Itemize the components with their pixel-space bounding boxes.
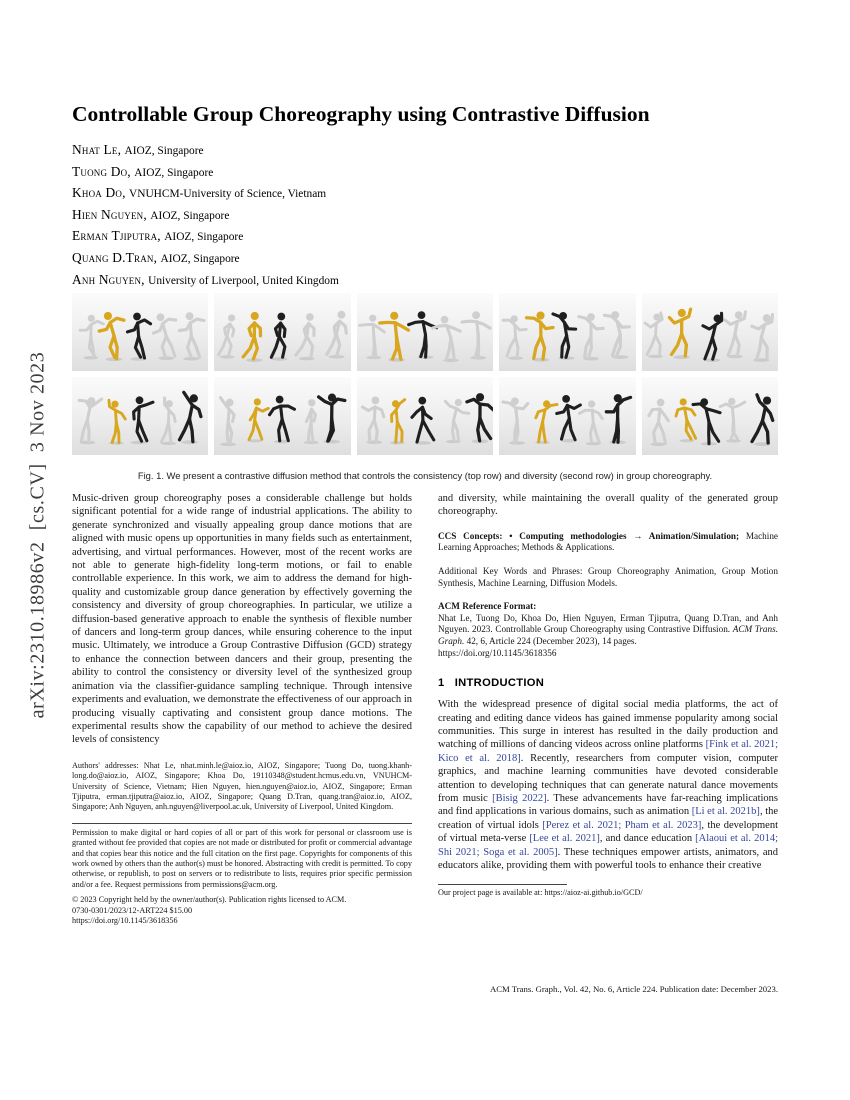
issn-fee-line: 0730-0301/2023/12-ART224 $15.00 xyxy=(72,905,193,915)
figure-panel xyxy=(357,293,493,371)
author-name: Quang D.Tran, xyxy=(72,249,158,265)
section-heading-introduction xyxy=(438,677,778,689)
figure-panel xyxy=(499,377,635,455)
dancers-svg xyxy=(357,377,493,455)
copyright-line: © 2023 Copyright held by the owner/author(s). Publication rights licensed to ACM. xyxy=(72,895,347,905)
figure-1 xyxy=(72,293,778,455)
section-title: INTRODUCTION xyxy=(454,677,545,690)
author-affiliation: University of Liverpool, United Kingdom xyxy=(148,274,339,287)
dancers-svg xyxy=(642,377,778,455)
figure-panel xyxy=(72,377,208,455)
dancers-svg xyxy=(214,377,350,455)
author-affiliation: AIOZ, Singapore xyxy=(124,145,204,157)
ccs-concepts xyxy=(438,531,778,554)
author-affiliation: AIOZ, Singapore xyxy=(150,209,230,222)
author-name: Khoa Do, xyxy=(72,185,126,201)
figure-panel xyxy=(72,293,208,371)
ccs-concept-rest: Machine Learning Approaches; Methods & Applications. xyxy=(438,530,779,553)
citation-doi-link[interactable]: https://doi.org/10.1145/3618356 xyxy=(438,647,557,658)
author-row xyxy=(72,205,778,227)
citation-pre: Nhat Le, Tuong Do, Khoa Do, Hien Nguyen, Erman Tjiputra, Quang D.Tran, and Anh Nguyen. 2023. Controllable Group Choreography using Contrastive Diffusion. xyxy=(438,612,778,635)
author-row xyxy=(72,270,778,292)
acm-reference-label: ACM Reference Format: xyxy=(438,601,537,612)
abstract-continuation: and diversity, while maintaining the overall quality of the generated group choreography. xyxy=(438,493,778,518)
doi-link[interactable]: https://doi.org/10.1145/3618356 xyxy=(72,916,178,925)
ccs-label: CCS Concepts: xyxy=(438,530,503,541)
author-row xyxy=(72,162,778,184)
author-list xyxy=(72,140,778,291)
author-row xyxy=(72,248,778,270)
figure-panel xyxy=(642,377,778,455)
author-affiliation: VNUHCM-University of Science, Vietnam xyxy=(129,188,327,201)
acm-reference-block xyxy=(438,601,778,659)
dancers-svg xyxy=(642,293,778,371)
author-row xyxy=(72,226,778,248)
author-row xyxy=(72,183,778,205)
dancers-svg xyxy=(499,293,635,371)
author-row xyxy=(72,140,778,162)
figure-panel xyxy=(357,377,493,455)
dancers-svg xyxy=(72,377,208,455)
author-name: Erman Tjiputra, xyxy=(72,228,161,244)
arxiv-watermark: arXiv:2310.18986v2 [cs.CV] 3 Nov 2023 xyxy=(26,351,49,719)
figure-panel xyxy=(642,293,778,371)
figure-panels xyxy=(72,293,778,455)
author-affiliation: AIOZ, Singapore xyxy=(134,166,214,179)
left-column xyxy=(72,492,412,926)
figure-panel xyxy=(499,293,635,371)
footnote-text: Our project page is available at: xyxy=(438,888,545,898)
abstract: Music-driven group choreography poses a considerable challenge but holds significant potential for a wide range of industrial applications. The ability to generate synchronized and visually appealing group dance motions that are aligned with music opens up opportunities in many fields such as entertainment, advertising, and virtual performances. However, most of the recent works are not able to generate high-fidelity long-term motions, or fail to enable controllable experience. In this work, we aim to address the demand for high-quality and customizable group dance generation by effectively governing the consistency and diversity of group choreographies. In particular, we utilize a diffusion-based generative approach to enable the synthesis of flexible number of dancers and long-term group dances, while ensuring coherence to the input music. Ultimately, we introduce a Group Contrastive Diffusion (GCD) strategy to enhance the connection between dancers and their group, presenting the ability to control the consistency or diversity level of the synthesized group animation via the classifier-guidance sampling technique. Through intensive experiments and evaluation, we demonstrate the effectiveness of our approach in producing visually captivating and consistent group dance motions. The experimental results show the capability of our method to achieve the desired levels of consistency xyxy=(72,493,412,746)
dancers-svg xyxy=(357,293,493,371)
figure-panel xyxy=(214,377,350,455)
ccs-concept-bold: • Computing methodologies → Animation/Simulation; xyxy=(509,530,740,541)
author-affiliation: AIOZ, Singapore xyxy=(164,231,244,244)
section-number: 1 xyxy=(438,677,445,690)
keywords: Additional Key Words and Phrases: Group Choreography Animation, Group Motion Synthesis, Machine Learning, Diffusion Models. xyxy=(438,566,778,588)
author-affiliation: AIOZ, Singapore xyxy=(160,252,240,265)
paper-title: Controllable Group Choreography using Contrastive Diffusion xyxy=(72,102,650,126)
introduction-paragraph: With the widespread presence of digital social media platforms, the act of creating and editing dance videos has gained immense popularity among social communities. This surge in interest has resulted in the daily production and watching of millions of dancing videos across online platforms [Fink et al. 2021; Kico et al. 2018]. Recently, researchers from computer vision, computer graphics, and machine learning communities have devoted considerable attention to developing techniques that can generate natural dance movements from music [Bisig 2022]. These advancements have far-reaching implications and find applications in various domains, such as animation [Li et al. 2021b], the creation of virtual idols [Perez et al. 2021; Pham et al. 2023], the development of virtual meta-verse [Lee et al. 2021], and dance education [Alaoui et al. 2014; Shi 2021; Soga et al. 2005]. These techniques empower artists, animators, and educators alike, providing them with powerful tools to enhance their creative xyxy=(438,699,779,872)
citation-post: 42, 6, Article 224 (December 2023), 14 pages. xyxy=(464,635,637,646)
frontmatter-rule xyxy=(72,823,412,824)
acm-reference-citation xyxy=(438,613,778,659)
dancers-svg xyxy=(214,293,350,371)
project-page-link[interactable]: https://aioz-ai.github.io/GCD/ xyxy=(544,888,643,898)
project-page-footnote xyxy=(438,888,778,898)
author-name: Tuong Do, xyxy=(72,163,131,179)
dancers-svg xyxy=(72,293,208,371)
footnote-rule xyxy=(438,884,567,885)
right-column xyxy=(438,492,778,899)
author-name: Nhat Le, xyxy=(72,142,122,157)
permission-notice: Permission to make digital or hard copies of all or part of this work for personal or classroom use is granted without fee provided that copies are not made or distributed for profit or commercial advantage and that copies bear this notice and the full citation on the first page. Copyrights for components of this work owned by others than the author(s) must be honored. Abstracting with credit is permitted. To copy otherwise, or republish, to post on servers or to redistribute to lists, requires prior specific permission and/or a fee. Request permissions from permissions@acm.org. xyxy=(72,827,412,889)
author-name: Hien Nguyen, xyxy=(72,206,147,222)
figure-panel xyxy=(214,293,350,371)
citation-journal: ACM Trans. Graph. xyxy=(438,624,778,646)
dancers-svg xyxy=(499,377,635,455)
figure-caption: Fig. 1. We present a contrastive diffusion method that controls the consistency (top row) and diversity (second row) in group choreography. xyxy=(137,470,713,481)
running-footer: ACM Trans. Graph., Vol. 42, No. 6, Article 224. Publication date: December 2023. xyxy=(489,984,778,994)
author-name: Anh Nguyen, xyxy=(72,271,145,287)
authors-addresses: Authors' addresses: Nhat Le, nhat.minh.le@aioz.io, AIOZ, Singapore; Tuong Do, tuong.khanh-long.do@aioz.io, AIOZ, Singapore; Khoa Do, 19110348@student.hcmus.edu.vn, VNUHCM-University of Science, Vietnam; Hien Nguyen, hien.nguyen@aioz.io, AIOZ, Singapore; Erman Tjiputra, erman.tjiputra@aioz.io, AIOZ, Singapore; Quang D.Tran, quang.tran@aioz.io, AIOZ, Singapore; Anh Nguyen, anh.nguyen@liverpool.ac.uk, University of Liverpool, United Kingdom. xyxy=(72,760,412,812)
